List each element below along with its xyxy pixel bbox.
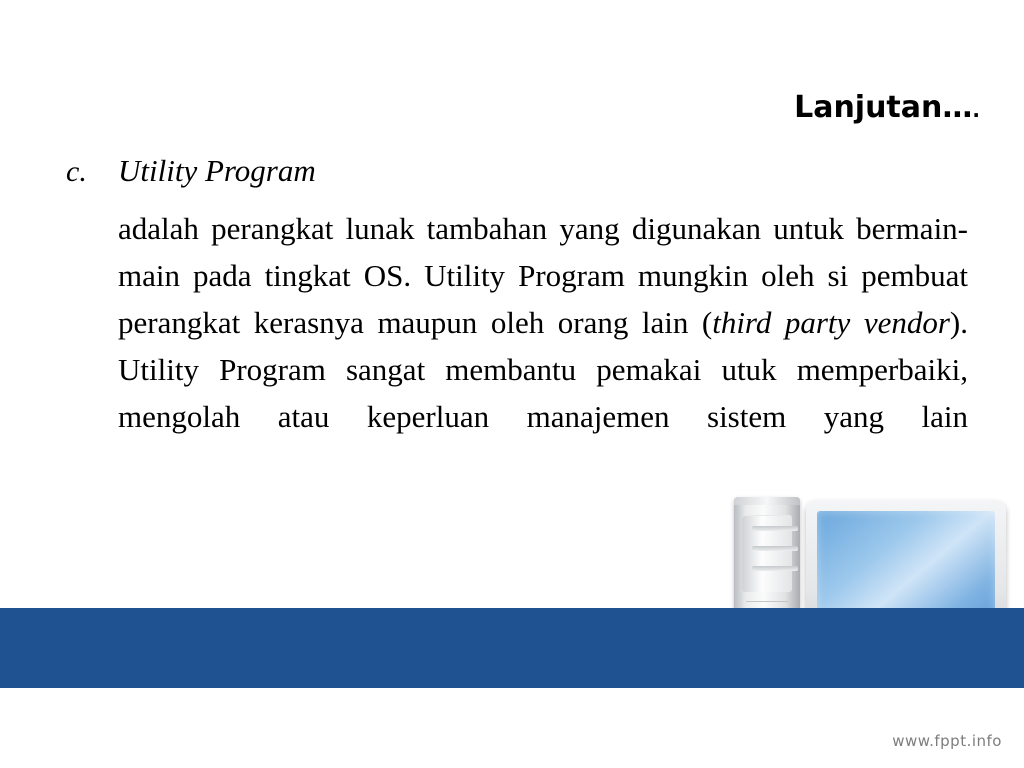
tower-top [734, 497, 800, 505]
footer-band [0, 608, 1024, 688]
footer-white-strip [0, 688, 1024, 768]
tower-drive-slot [752, 566, 798, 571]
body-paragraph [118, 205, 968, 488]
list-item-heading: Utility Program [118, 153, 316, 188]
page-title-text: Lanjutan… [794, 90, 973, 125]
paragraph-part-1: adalah perangkat lunak tambahan yang digunakan untuk bermain-main pada tingkat OS. Utility Program mungkin oleh si pembuat perangkat kerasnya maupun oleh orang lain ( [118, 210, 968, 340]
page-title [794, 90, 980, 125]
tower-drive-slot [752, 546, 798, 551]
list-item-marker: c. [66, 155, 87, 188]
slide-body [60, 152, 970, 487]
paragraph-part-2: ). Utility Program sangat membantu pemakai utuk memperbaiki, mengolah atau keperluan manajemen sistem yang lain [118, 304, 968, 435]
tower-drive-panel [742, 515, 792, 592]
tower-drive-slot [752, 526, 798, 531]
page-title-trailing: . [972, 98, 980, 122]
tower-seam [746, 601, 788, 602]
paragraph-italic-phrase: third party vendor [712, 304, 950, 340]
footer-logo: www.fppt.info [892, 732, 1002, 750]
list-item [60, 152, 970, 191]
